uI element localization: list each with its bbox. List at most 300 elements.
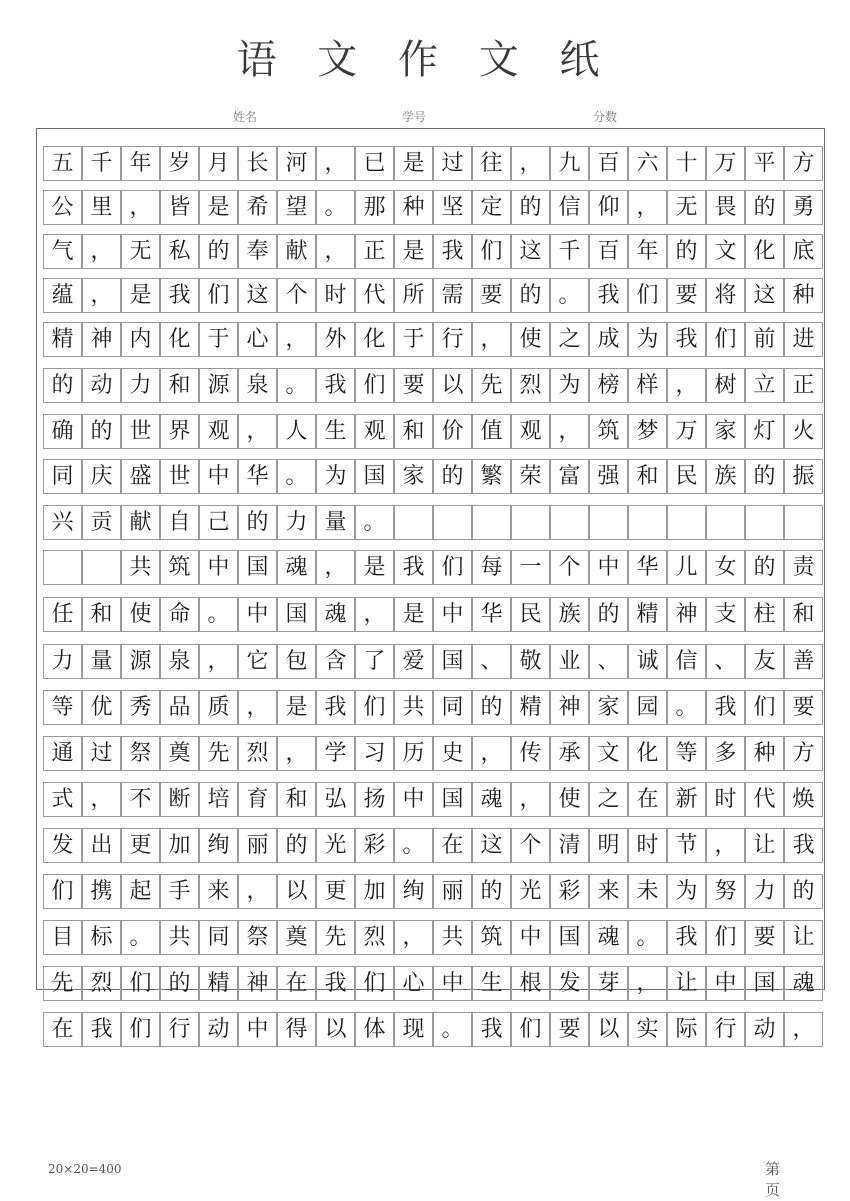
grid-cell: 族: [550, 597, 589, 632]
grid-cell: 清: [550, 828, 589, 863]
grid-cell: 魂: [277, 550, 316, 585]
grid-cell: 包: [277, 644, 316, 679]
grid-cell: 要: [394, 368, 433, 403]
grid-cell: 烈: [511, 368, 550, 403]
grid-cell: 中: [199, 550, 238, 585]
grid-cell: 现: [394, 1012, 433, 1047]
grid-cell: 界: [160, 414, 199, 449]
grid-cell: ，: [316, 550, 355, 585]
grid-cell: 的: [589, 597, 628, 632]
grid-cell: 百: [589, 146, 628, 181]
grid-cell: 气: [43, 234, 82, 269]
grid-cell: 化: [628, 736, 667, 771]
grid-cell: 育: [238, 782, 277, 817]
grid-cell: 国: [550, 920, 589, 955]
grid-cell: ，: [277, 736, 316, 771]
grid-cell: 筑: [160, 550, 199, 585]
grid-cell: 的: [745, 190, 784, 225]
grid-cell: 支: [706, 597, 745, 632]
grid-cell: 彩: [550, 874, 589, 909]
grid-cell: 月: [199, 146, 238, 181]
grid-cell: 让: [667, 966, 706, 1001]
essay-row: [44, 190, 828, 225]
grid-cell: 化: [160, 322, 199, 357]
grid-cell: [511, 505, 550, 540]
grid-cell: 方: [784, 146, 823, 181]
grid-cell: 同: [43, 459, 82, 494]
grid-cell: 的: [199, 234, 238, 269]
essay-row: [44, 234, 828, 269]
grid-cell: 振: [784, 459, 823, 494]
grid-cell: 于: [199, 322, 238, 357]
grid-cell: 体: [355, 1012, 394, 1047]
grid-cell: 。: [550, 278, 589, 313]
essay-row: [44, 597, 828, 632]
grid-cell: 动: [745, 1012, 784, 1047]
grid-cell: 心: [394, 966, 433, 1001]
grid-cell: 私: [160, 234, 199, 269]
grid-cell: 方: [784, 736, 823, 771]
grid-cell: 国: [745, 966, 784, 1001]
grid-cell: 在: [628, 782, 667, 817]
grid-cell: 我: [472, 1012, 511, 1047]
grid-cell: 让: [784, 920, 823, 955]
grid-cell: [433, 505, 472, 540]
grid-cell: 生: [472, 966, 511, 1001]
grid-cell: 和: [784, 597, 823, 632]
grid-cell: 心: [238, 322, 277, 357]
grid-cell: 之: [589, 782, 628, 817]
grid-cell: 们: [355, 966, 394, 1001]
grid-cell: 为: [628, 322, 667, 357]
grid-cell: 目: [43, 920, 82, 955]
grid-cell: 力: [745, 874, 784, 909]
grid-cell: 们: [433, 550, 472, 585]
grid-cell: 的: [43, 368, 82, 403]
grid-cell: ，: [472, 322, 511, 357]
grid-cell: ，: [238, 690, 277, 725]
grid-cell: 奠: [277, 920, 316, 955]
grid-cell: 更: [316, 874, 355, 909]
grid-cell: 正: [784, 368, 823, 403]
grid-cell: 绚: [394, 874, 433, 909]
grid-cell: 质: [199, 690, 238, 725]
grid-cell: 们: [355, 690, 394, 725]
grid-cell: 光: [316, 828, 355, 863]
grid-cell: 们: [472, 234, 511, 269]
grid-cell: 神: [238, 966, 277, 1001]
grid-cell: 是: [277, 690, 316, 725]
essay-row: [44, 874, 828, 909]
grid-cell: [784, 505, 823, 540]
grid-cell: 观: [199, 414, 238, 449]
grid-cell: 们: [628, 278, 667, 313]
grid-cell: 是: [121, 278, 160, 313]
grid-cell: 往: [472, 146, 511, 181]
grid-cell: ，: [121, 190, 160, 225]
grid-cell: 万: [706, 146, 745, 181]
grid-cell: 年: [121, 146, 160, 181]
grid-cell: 这: [511, 234, 550, 269]
grid-cell: 等: [667, 736, 706, 771]
essay-row: [44, 828, 828, 863]
grid-cell: 精: [199, 966, 238, 1001]
grid-cell: 华: [238, 459, 277, 494]
essay-row: [44, 459, 828, 494]
grid-cell: 以: [277, 874, 316, 909]
grid-cell: 们: [706, 322, 745, 357]
grid-cell: 繁: [472, 459, 511, 494]
grid-cell: 精: [43, 322, 82, 357]
grid-cell: 发: [550, 966, 589, 1001]
grid-cell: 习: [355, 736, 394, 771]
grid-cell: 历: [394, 736, 433, 771]
grid-cell: 每: [472, 550, 511, 585]
essay-row: [44, 278, 828, 313]
grid-cell: 量: [316, 505, 355, 540]
grid-cell: 强: [589, 459, 628, 494]
grid-cell: 生: [316, 414, 355, 449]
grid-cell: 。: [628, 920, 667, 955]
grid-cell: 优: [82, 690, 121, 725]
grid-cell: 。: [277, 368, 316, 403]
grid-cell: 同: [433, 690, 472, 725]
grid-cell: 以: [589, 1012, 628, 1047]
grid-cell: 中: [238, 597, 277, 632]
grid-cell: 神: [550, 690, 589, 725]
grid-cell: 树: [706, 368, 745, 403]
grid-cell: 式: [43, 782, 82, 817]
grid-cell: 扬: [355, 782, 394, 817]
grid-cell: 个: [511, 828, 550, 863]
grid-cell: 千: [82, 146, 121, 181]
grid-cell: [745, 505, 784, 540]
grid-cell: 。: [433, 1012, 472, 1047]
essay-row: [44, 782, 828, 817]
grid-cell: 力: [43, 644, 82, 679]
grid-cell: 力: [121, 368, 160, 403]
grid-cell: ，: [667, 368, 706, 403]
grid-cell: 加: [355, 874, 394, 909]
grid-cell: 在: [43, 1012, 82, 1047]
grid-cell: 携: [82, 874, 121, 909]
grid-cell: 要: [472, 278, 511, 313]
essay-row: [44, 1012, 828, 1047]
grid-cell: 信: [550, 190, 589, 225]
grid-cell: 值: [472, 414, 511, 449]
grid-cell: 兴: [43, 505, 82, 540]
grid-cell: 家: [706, 414, 745, 449]
essay-row: [44, 644, 828, 679]
grid-cell: 是: [394, 234, 433, 269]
grid-cell: 定: [472, 190, 511, 225]
grid-cell: 。: [355, 505, 394, 540]
grid-cell: ，: [277, 322, 316, 357]
grid-cell: 共: [160, 920, 199, 955]
grid-cell: 在: [433, 828, 472, 863]
grid-cell: 为: [550, 368, 589, 403]
grid-cell: 烈: [238, 736, 277, 771]
essay-row: [44, 920, 828, 955]
grid-cell: [628, 505, 667, 540]
grid-cell: 民: [511, 597, 550, 632]
grid-cell: ，: [784, 1012, 823, 1047]
grid-cell: [550, 505, 589, 540]
grid-cell: 。: [394, 828, 433, 863]
grid-count-label: 20×20=400: [48, 1162, 122, 1176]
grid-cell: 承: [550, 736, 589, 771]
grid-cell: 榜: [589, 368, 628, 403]
grid-cell: 新: [667, 782, 706, 817]
grid-cell: 平: [745, 146, 784, 181]
grid-cell: 魂: [589, 920, 628, 955]
name-label: 姓名: [233, 110, 258, 124]
grid-cell: 柱: [745, 597, 784, 632]
grid-cell: 和: [394, 414, 433, 449]
grid-cell: 仰: [589, 190, 628, 225]
grid-cell: 底: [784, 234, 823, 269]
grid-cell: [472, 505, 511, 540]
grid-cell: 先: [199, 736, 238, 771]
grid-cell: 我: [667, 322, 706, 357]
grid-cell: ，: [394, 920, 433, 955]
grid-cell: 种: [394, 190, 433, 225]
grid-cell: 通: [43, 736, 82, 771]
grid-cell: 化: [745, 234, 784, 269]
grid-cell: ，: [472, 736, 511, 771]
grid-cell: 节: [667, 828, 706, 863]
grid-cell: 河: [277, 146, 316, 181]
grid-cell: 国: [277, 597, 316, 632]
grid-cell: 贡: [82, 505, 121, 540]
grid-cell: 们: [355, 368, 394, 403]
grid-cell: 量: [82, 644, 121, 679]
grid-cell: 五: [43, 146, 82, 181]
grid-cell: ，: [238, 874, 277, 909]
grid-cell: 献: [121, 505, 160, 540]
grid-cell: 的: [433, 459, 472, 494]
grid-cell: 儿: [667, 550, 706, 585]
essay-row: [44, 966, 828, 1001]
grid-cell: [82, 550, 121, 585]
grid-cell: 代: [745, 782, 784, 817]
grid-cell: 动: [199, 1012, 238, 1047]
grid-cell: 为: [316, 459, 355, 494]
grid-cell: 精: [511, 690, 550, 725]
grid-cell: 的: [745, 459, 784, 494]
grid-cell: 所: [394, 278, 433, 313]
grid-cell: 行: [433, 322, 472, 357]
grid-cell: 、: [706, 644, 745, 679]
grid-cell: 出: [82, 828, 121, 863]
grid-cell: 我: [316, 690, 355, 725]
grid-cell: 我: [82, 1012, 121, 1047]
essay-row: [44, 146, 828, 181]
grid-cell: 动: [82, 368, 121, 403]
grid-cell: 己: [199, 505, 238, 540]
grid-cell: 将: [706, 278, 745, 313]
grid-cell: 友: [745, 644, 784, 679]
grid-cell: 过: [82, 736, 121, 771]
grid-cell: 中: [706, 966, 745, 1001]
essay-row: [44, 368, 828, 403]
grid-cell: 种: [784, 278, 823, 313]
grid-cell: 手: [160, 874, 199, 909]
grid-cell: 华: [628, 550, 667, 585]
grid-cell: 我: [706, 690, 745, 725]
grid-cell: 共: [394, 690, 433, 725]
grid-cell: 确: [43, 414, 82, 449]
essay-row: [44, 414, 828, 449]
grid-cell: 望: [277, 190, 316, 225]
grid-cell: 善: [784, 644, 823, 679]
grid-cell: 世: [160, 459, 199, 494]
grid-cell: 我: [316, 368, 355, 403]
grid-cell: 我: [589, 278, 628, 313]
grid-cell: 前: [745, 322, 784, 357]
grid-cell: ，: [82, 278, 121, 313]
essay-row: [44, 505, 828, 540]
grid-cell: ，: [511, 782, 550, 817]
grid-cell: 我: [160, 278, 199, 313]
grid-cell: 学: [316, 736, 355, 771]
grid-cell: ，: [355, 597, 394, 632]
grid-cell: 奉: [238, 234, 277, 269]
grid-cell: 十: [667, 146, 706, 181]
grid-cell: 祭: [121, 736, 160, 771]
grid-cell: 焕: [784, 782, 823, 817]
grid-cell: 女: [706, 550, 745, 585]
grid-cell: 我: [784, 828, 823, 863]
grid-cell: 希: [238, 190, 277, 225]
grid-cell: ，: [550, 414, 589, 449]
grid-cell: 们: [121, 966, 160, 1001]
grid-cell: 国: [433, 644, 472, 679]
score-label: 分数: [593, 110, 618, 124]
grid-cell: 之: [550, 322, 589, 357]
grid-cell: 那: [355, 190, 394, 225]
grid-cell: 精: [628, 597, 667, 632]
grid-cell: 民: [667, 459, 706, 494]
grid-cell: 皆: [160, 190, 199, 225]
grid-cell: 岁: [160, 146, 199, 181]
grid-cell: 是: [394, 597, 433, 632]
grid-cell: 无: [121, 234, 160, 269]
grid-cell: 中: [394, 782, 433, 817]
grid-cell: 公: [43, 190, 82, 225]
grid-cell: 在: [277, 966, 316, 1001]
grid-cell: 盛: [121, 459, 160, 494]
grid-cell: 品: [160, 690, 199, 725]
essay-row: [44, 322, 828, 357]
grid-cell: 以: [316, 1012, 355, 1047]
grid-cell: 丽: [238, 828, 277, 863]
grid-cell: 未: [628, 874, 667, 909]
grid-cell: 火: [784, 414, 823, 449]
grid-cell: 使: [550, 782, 589, 817]
grid-cell: 的: [784, 874, 823, 909]
grid-cell: 的: [511, 278, 550, 313]
grid-cell: 们: [511, 1012, 550, 1047]
grid-cell: 要: [550, 1012, 589, 1047]
grid-cell: ，: [511, 146, 550, 181]
grid-cell: 个: [550, 550, 589, 585]
grid-cell: 我: [433, 234, 472, 269]
grid-cell: 加: [160, 828, 199, 863]
grid-cell: 九: [550, 146, 589, 181]
grid-cell: 中: [589, 550, 628, 585]
grid-cell: 绚: [199, 828, 238, 863]
grid-cell: ，: [82, 782, 121, 817]
grid-cell: 的: [160, 966, 199, 1001]
grid-cell: 、: [472, 644, 511, 679]
grid-cell: 要: [784, 690, 823, 725]
grid-cell: 魂: [316, 597, 355, 632]
grid-cell: 丽: [433, 874, 472, 909]
grid-cell: 史: [433, 736, 472, 771]
grid-cell: 观: [511, 414, 550, 449]
grid-cell: 万: [667, 414, 706, 449]
grid-cell: 进: [784, 322, 823, 357]
grid-cell: [706, 505, 745, 540]
grid-cell: 们: [199, 278, 238, 313]
grid-cell: 中: [433, 597, 472, 632]
grid-cell: 一: [511, 550, 550, 585]
grid-cell: 家: [589, 690, 628, 725]
grid-cell: 、: [589, 644, 628, 679]
grid-cell: 坚: [433, 190, 472, 225]
grid-cell: 得: [277, 1012, 316, 1047]
grid-cell: 发: [43, 828, 82, 863]
grid-cell: 需: [433, 278, 472, 313]
grid-cell: 诚: [628, 644, 667, 679]
grid-cell: 断: [160, 782, 199, 817]
grid-cell: 时: [706, 782, 745, 817]
grid-cell: [394, 505, 433, 540]
grid-cell: 和: [160, 368, 199, 403]
grid-cell: ，: [628, 190, 667, 225]
grid-cell: [667, 505, 706, 540]
grid-cell: 泉: [160, 644, 199, 679]
grid-cell: 于: [394, 322, 433, 357]
grid-cell: 起: [121, 874, 160, 909]
grid-cell: 国: [433, 782, 472, 817]
grid-cell: ，: [316, 234, 355, 269]
grid-cell: 奠: [160, 736, 199, 771]
grid-cell: 中: [433, 966, 472, 1001]
grid-cell: ，: [238, 414, 277, 449]
grid-cell: 。: [667, 690, 706, 725]
grid-cell: 际: [667, 1012, 706, 1047]
grid-cell: 世: [121, 414, 160, 449]
grid-cell: 的: [238, 505, 277, 540]
grid-cell: 畏: [706, 190, 745, 225]
grid-cell: 的: [82, 414, 121, 449]
grid-cell: 要: [745, 920, 784, 955]
grid-cell: 要: [667, 278, 706, 313]
grid-cell: 的: [511, 190, 550, 225]
grid-cell: ，: [628, 966, 667, 1001]
grid-cell: [589, 505, 628, 540]
grid-cell: 实: [628, 1012, 667, 1047]
grid-cell: 光: [511, 874, 550, 909]
grid-cell: 自: [160, 505, 199, 540]
grid-cell: 它: [238, 644, 277, 679]
grid-cell: 是: [394, 146, 433, 181]
grid-cell: 正: [355, 234, 394, 269]
grid-cell: 力: [277, 505, 316, 540]
grid-cell: 无: [667, 190, 706, 225]
